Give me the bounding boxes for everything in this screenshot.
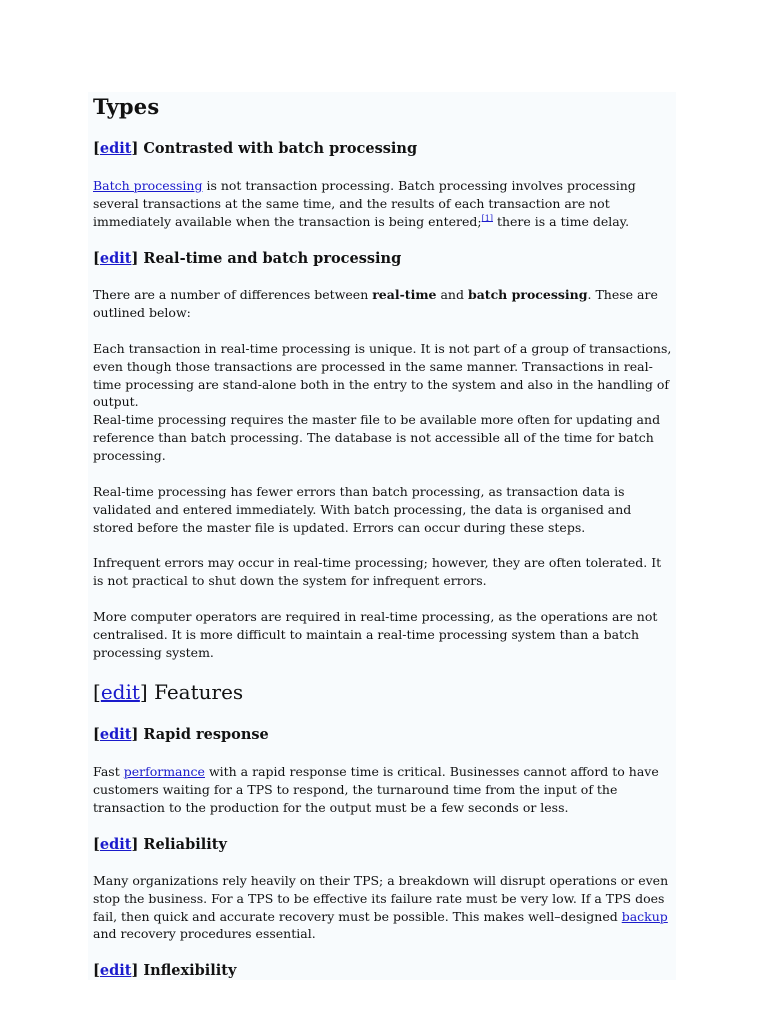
paragraph-infrequent-errors: Infrequent errors may occur in real-time processing; however, they are often tolerated. It is not practical to shut down the system for infrequent errors. — [93, 555, 662, 588]
document-page — [88, 92, 676, 980]
heading-text: Reliability — [143, 836, 227, 853]
backup-link[interactable]: backup — [621, 908, 668, 924]
heading-text: Inflexibility — [143, 962, 237, 979]
paragraph-unique-transaction: Each transaction in real-time processing is unique. It is not part of a group of transactions, even though those transactions are processed in the same manner. Transactions in real-time processing are stand-alone both in the entry to the system and also in the handling of output. — [93, 341, 672, 410]
edit-link[interactable]: edit — [99, 962, 132, 979]
paragraph-text: Many organizations rely heavily on their TPS; a breakdown will disrupt operations or even stop the business. For a TPS to be effective its failure rate must be very low. If a TPS does fail, then quick and accurate recovery must be possible. This makes well–designed — [93, 873, 669, 924]
bracket-open: [ — [93, 726, 100, 743]
heading-inflexibility — [93, 962, 236, 979]
heading-text: Real-time and batch processing — [143, 250, 402, 267]
paragraph-text: there is a time delay. — [492, 213, 630, 229]
heading-text: Contrasted with batch processing — [143, 140, 418, 157]
heading-rapid-response — [93, 726, 269, 743]
paragraph-reliability — [93, 872, 673, 943]
performance-link[interactable]: performance — [123, 764, 205, 779]
paragraph-master-file: Real-time processing requires the master file to be available more often for updating and reference than batch processing. The database is not accessible all of the time for batch processing. — [93, 412, 661, 463]
paragraph-rapid-response — [93, 763, 673, 816]
bracket-open: [ — [93, 140, 100, 157]
bracket-close: ] — [131, 836, 139, 853]
heading-contrasted-with-batch — [93, 140, 417, 157]
bold-term: real-time — [372, 287, 437, 302]
edit-link[interactable]: edit — [100, 680, 140, 704]
paragraph-text: . These are outlined below: — [93, 287, 658, 320]
bold-term: batch processing — [467, 287, 588, 302]
bracket-open: [ — [93, 250, 100, 267]
paragraph-operators: More computer operators are required in real-time processing, as the operations are not centralised. It is more difficult to maintain a real-time processing system than a batch processing system. — [93, 609, 658, 660]
paragraph-text: with a rapid response time is critical. Businesses cannot afford to have customers waiting for a TPS to respond, the turnaround time from the input of the transaction to the production for the output must be a few seconds or less. — [93, 764, 659, 815]
paragraph-text: and recovery procedures essential. — [93, 926, 316, 942]
bracket-close: ] — [131, 250, 139, 267]
paragraph-text: is not transaction processing. Batch processing involves processing several transactions at the same time, and the results of each transaction are not immediately available when the transaction is being entered; — [93, 178, 636, 229]
heading-text: Rapid response — [143, 726, 269, 743]
heading-realtime-and-batch — [93, 250, 401, 267]
bracket-close: ] — [139, 680, 148, 704]
edit-link[interactable]: edit — [99, 140, 132, 157]
bracket-close: ] — [131, 140, 139, 157]
batch-processing-link[interactable]: Batch processing — [93, 178, 203, 193]
heading-text: Features — [154, 680, 244, 704]
edit-link[interactable]: edit — [99, 250, 132, 267]
paragraph-differences — [93, 286, 673, 322]
heading-types: Types — [93, 94, 160, 119]
bracket-close: ] — [131, 962, 139, 979]
reference-link[interactable]: [1] — [481, 213, 493, 223]
paragraph-fewer-errors: Real-time processing has fewer errors than batch processing, as transaction data is validated and entered immediately. With batch processing, the data is organised and stored before the master file is updated. Errors can occur during these steps. — [93, 484, 632, 535]
bracket-close: ] — [131, 726, 139, 743]
bracket-open: [ — [93, 680, 101, 704]
heading-features — [93, 680, 243, 704]
heading-reliability — [93, 836, 227, 853]
edit-link[interactable]: edit — [99, 836, 132, 853]
bracket-open: [ — [93, 962, 100, 979]
bracket-open: [ — [93, 836, 100, 853]
paragraph-batch-processing — [93, 177, 673, 230]
edit-link[interactable]: edit — [99, 726, 132, 743]
paragraph-text: Fast — [93, 764, 124, 779]
paragraph-text: and — [436, 287, 468, 302]
paragraph-text: There are a number of differences between — [93, 287, 373, 302]
